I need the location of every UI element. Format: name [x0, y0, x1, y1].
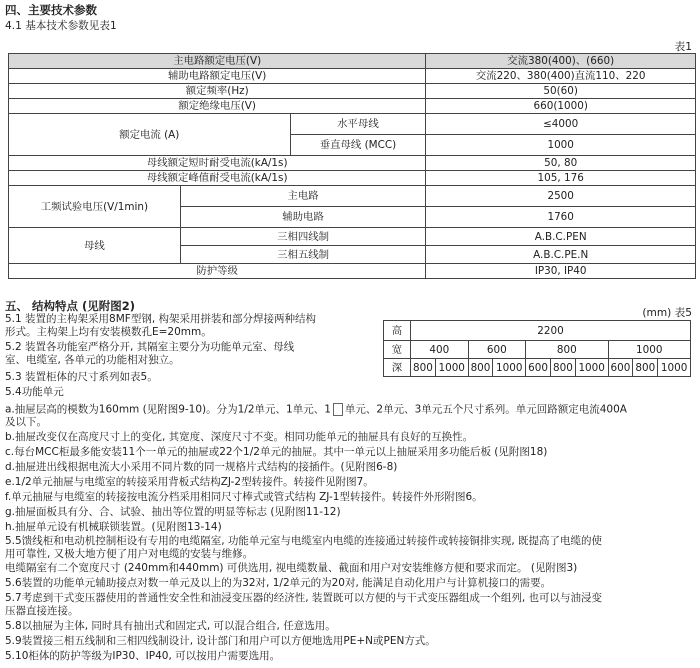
para-5-7b: 压器直接连接。 [5, 605, 79, 617]
t5-width: 600 [468, 341, 526, 359]
t5-depth: 1000 [658, 359, 691, 377]
fraction-placeholder-icon [333, 403, 343, 416]
aux-voltage-value: 交流220、380(400)直流110、220 [426, 69, 696, 84]
t5-height-value: 2200 [411, 321, 691, 341]
para-5-7a: 5.7考虑到干式变压器使用的普通性安全性和油浸变压器的经济性, 装置既可以方便的与干式变压器组成一个组列, 也可以与油浸变 [5, 592, 603, 604]
table-row [384, 359, 691, 377]
short-label: 母线额定短时耐受电流(kA/1s) [9, 156, 426, 171]
t5-depth: 800 [550, 359, 575, 377]
bus5-label: 三相五线制 [180, 246, 426, 264]
table-row [9, 54, 696, 69]
insul-value: 660(1000) [426, 99, 696, 114]
bus-label: 母线 [9, 228, 181, 264]
hbus-value: ≤4000 [426, 114, 696, 135]
t5-depth: 800 [411, 359, 436, 377]
para-a-part2: 单元、2单元、3单元五个尺寸系列。单元回路额定电流400A [344, 403, 627, 416]
para-a-part1: a.抽屉层高的模数为160mm (见附图9-10)。分为1/2单元、1单元、1 [5, 403, 331, 416]
main-voltage-label: 主电路额定电压(V) [9, 54, 426, 69]
bus3-label: 三相四线制 [180, 228, 426, 246]
freq-value: 50(60) [426, 84, 696, 99]
para-5-5b: 用可靠性, 又极大地方便了用户对电缆的安装与维修。 [5, 548, 254, 560]
para-5-8: 5.8以抽屉为主体, 同时具有抽出式和固定式, 可以混合组合, 任意选用。 [5, 620, 336, 632]
section4-intro: 4.1 基本技术参数见表1 [5, 20, 117, 32]
t5-depth: 800 [633, 359, 658, 377]
t5-width: 1000 [608, 341, 690, 359]
para-5-5a: 5.5馈线柜和电动机控制柜设有专用的电缆隔室, 功能单元室与电缆室内电缆的连接通过转接件或转接铜排实现, 既提高了电缆的使 [5, 535, 603, 547]
table-row [384, 321, 691, 341]
table1-label: 表1 [674, 41, 692, 53]
para-5-9: 5.9装置接三相五线制和三相四线制设计, 设计部门和用户可以方便地选用PE+N或PEN方式。 [5, 635, 436, 647]
para-5-10: 5.10柜体的防护等级为IP30、IP40, 可以按用户需要选用。 [5, 650, 281, 662]
table-row [9, 114, 696, 135]
para-5-4: 5.4功能单元 [5, 386, 64, 398]
table-row [384, 341, 691, 359]
para-c: c.每台MCC柜最多能安装11个一单元的抽屉或22个1/2单元的抽屉。其中一单元以上抽屉采用多功能后板 (见附图18) [5, 446, 548, 458]
peak-value: 105, 176 [426, 171, 696, 186]
aux-circ-label: 辅助电路 [180, 207, 426, 228]
para-b: b.抽屉改变仅在高度尺寸上的变化, 其宽度、深度尺寸不变。相同功能单元的抽屉具有良好的互换性。 [5, 431, 474, 443]
para-d: d.抽屉进出线根据电流大小采用不同片数的同一规格片式结构的接插件。(见附图6-8) [5, 461, 398, 473]
vbus-label: 垂直母线 (MCC) [290, 135, 426, 156]
t5-depth-label: 深 [384, 359, 411, 377]
bus3-value: A.B.C.PEN [426, 228, 696, 246]
t5-width: 400 [411, 341, 469, 359]
table-row [9, 84, 696, 99]
para-5-1a: 5.1 装置的主构架采用8MF型钢, 构架采用拼装和部分焊接两种结构 [5, 313, 316, 325]
short-value: 50, 80 [426, 156, 696, 171]
vbus-value: 1000 [426, 135, 696, 156]
table-row [9, 99, 696, 114]
main-circ-label: 主电路 [180, 186, 426, 207]
current-label: 额定电流 (A) [9, 114, 291, 156]
table-row [9, 156, 696, 171]
para-a-cont: 及以下。 [5, 416, 47, 428]
para-5-2b: 室、电缆室, 各单元的功能相对独立。 [5, 354, 180, 366]
para-5-3: 5.3 装置柜体的尺寸系列如表5。 [5, 371, 158, 383]
t5-width: 800 [526, 341, 608, 359]
t5-depth: 800 [468, 359, 493, 377]
para-h: h.抽屉单元设有机械联锁装置。(见附图13-14) [5, 521, 222, 533]
t5-depth: 1000 [575, 359, 608, 377]
t5-width-label: 宽 [384, 341, 411, 359]
para-5-2a: 5.2 装置各功能室严格分开, 其隔室主要分为功能单元室、母线 [5, 341, 295, 353]
para-g: g.抽屉面板具有分、合、试验、抽出等位置的明显等标志 (见附图11-12) [5, 506, 341, 518]
protect-value: IP30, IP40 [426, 264, 696, 279]
table5 [383, 320, 691, 377]
test-label: 工频试验电压(V/1min) [9, 186, 181, 228]
hbus-label: 水平母线 [290, 114, 426, 135]
table-row [9, 186, 696, 207]
para-e: e.1/2单元抽屉与电缆室的转接采用背板式结构ZJ-2型转接件。转接件见附图7。 [5, 476, 374, 488]
freq-label: 额定频率(Hz) [9, 84, 426, 99]
table-row [9, 171, 696, 186]
bus5-value: A.B.C.PE.N [426, 246, 696, 264]
main-voltage-value: 交流380(400)、(660) [426, 54, 696, 69]
para-5-1b: 形式。主构架上均有安装模数孔E=20mm。 [5, 326, 212, 338]
aux-voltage-label: 辅助电路额定电压(V) [9, 69, 426, 84]
table5-label: (mm) 表5 [642, 307, 692, 319]
table-row [9, 69, 696, 84]
para-5-5c: 电缆隔室有二个宽度尺寸 (240mm和440mm) 可供选用, 视电缆数量、截面和用户对安装维修方便和要求而定。 (见附图3) [5, 562, 578, 574]
insul-label: 额定绝缘电压(V) [9, 99, 426, 114]
t5-depth: 1000 [435, 359, 468, 377]
peak-label: 母线额定峰值耐受电流(kA/1s) [9, 171, 426, 186]
table-row [9, 228, 696, 246]
main-circ-value: 2500 [426, 186, 696, 207]
section5-title: 五、 结构特点 (见附图2) [5, 299, 136, 313]
t5-depth: 600 [526, 359, 551, 377]
aux-circ-value: 1760 [426, 207, 696, 228]
t5-depth: 1000 [493, 359, 526, 377]
para-a [5, 403, 627, 417]
para-f: f.单元抽屉与电缆室的转接按电流分档采用相同尺寸棒式或管式结构 ZJ-1型转接件。转接件外形附图6。 [5, 491, 483, 503]
table1 [8, 53, 696, 279]
t5-depth: 600 [608, 359, 633, 377]
section4-title: 四、主要技术参数 [5, 3, 97, 17]
t5-height-label: 高 [384, 321, 411, 341]
protect-label: 防护等级 [9, 264, 426, 279]
table-row [9, 264, 696, 279]
para-5-6: 5.6装置的功能单元辅助接点对数一单元及以上的为32对, 1/2单元的为20对, 能满足自动化用户与计算机接口的需要。 [5, 577, 552, 589]
